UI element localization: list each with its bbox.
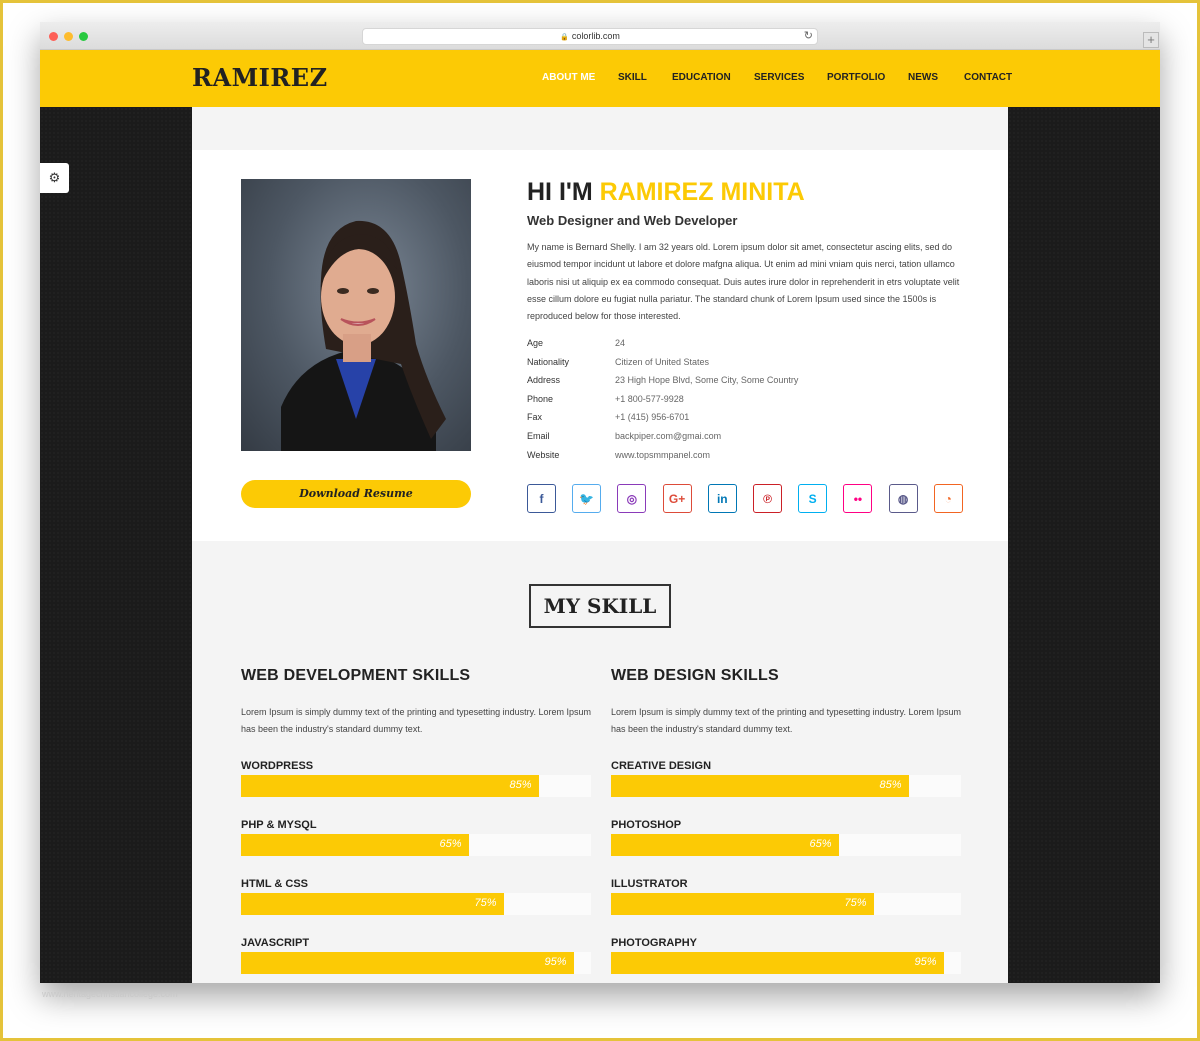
address-bar[interactable] <box>362 28 818 45</box>
pinterest-icon[interactable]: ℗ <box>753 484 782 513</box>
info-label: Website <box>527 449 560 460</box>
browser-window <box>40 22 1160 983</box>
download-resume-button[interactable]: Download Resume <box>241 480 471 508</box>
skill-bar-track <box>611 775 961 797</box>
profile-photo <box>241 179 471 451</box>
info-value: 24 <box>615 338 626 348</box>
skill-bar-fill <box>241 834 469 856</box>
info-row-age <box>527 336 967 355</box>
main-content <box>192 107 1008 983</box>
skill-bar-fill <box>241 775 539 797</box>
info-value: +1 (415) 956-6701 <box>615 412 690 423</box>
twitter-icon[interactable]: 🐦 <box>572 484 601 513</box>
info-value: www.topsmmpanel.com <box>615 449 711 460</box>
skill-percent: 65% <box>439 838 462 850</box>
info-label: Phone <box>527 393 554 404</box>
intro-heading <box>527 178 805 207</box>
skill-item <box>611 819 961 850</box>
facebook-icon[interactable]: f <box>527 484 556 513</box>
info-value: +1 800-577-9928 <box>615 393 684 404</box>
skill-bar-track <box>611 952 961 974</box>
skill-percent: 85% <box>509 779 532 791</box>
dev-skills-desc: Lorem Ipsum is simply dummy text of the printing and typesetting industry. Lorem Ipsum has been the industry's standard dummy text. <box>241 707 591 734</box>
dev-skills-column <box>241 667 591 968</box>
personal-info-list <box>527 336 967 466</box>
skill-bar-track <box>241 834 591 856</box>
skill-item <box>611 937 961 968</box>
skill-bar-track <box>241 952 591 974</box>
info-label: Address <box>527 375 561 386</box>
reload-icon[interactable]: ↻ <box>803 30 813 42</box>
info-row-address <box>527 373 967 392</box>
nav-about-me[interactable]: ABOUT ME <box>542 72 596 83</box>
info-row-phone <box>527 392 967 411</box>
nav-portfolio[interactable]: PORTFOLIO <box>827 72 886 83</box>
design-skills-title: WEB DESIGN SKILLS <box>611 667 779 684</box>
maximize-window-dot[interactable] <box>79 32 88 41</box>
google-plus-icon[interactable]: G+ <box>663 484 692 513</box>
info-row-email <box>527 429 967 448</box>
site-logo[interactable]: RAMIREZ <box>192 63 328 92</box>
skill-bar-fill <box>611 893 874 915</box>
watermark-text: www.heritagechristiancollege.com <box>42 989 178 999</box>
skill-item <box>241 760 591 791</box>
new-tab-button[interactable]: + <box>1143 32 1159 48</box>
bio-paragraph: My name is Bernard Shelly. I am 32 years old. Lorem ipsum dolor sit amet, consectetur ascing elits, sed do eiusmod tempor incidunt ut labore et dolore mafgna aliqua. Ut enim ad mini vniam quis nerci, tation ullamco laboris nisi ut aliquip ex ea commodo consequat. Duis autes irure dolor in reprehenderit in etrs voluptate velit esse cillum dolore eu fugiat nulla pariatur. The standard chunk of Lorem Ipsum used since the 1500s is reproduced below for those interested. <box>527 242 960 322</box>
role-subtitle: Web Designer and Web Developer <box>527 213 738 228</box>
skill-percent: 95% <box>914 956 937 968</box>
skill-bar-fill <box>611 952 944 974</box>
info-label: Age <box>527 338 544 348</box>
minimize-window-dot[interactable] <box>64 32 73 41</box>
about-section <box>192 150 1008 541</box>
url-text: colorlib.com <box>571 31 620 41</box>
skill-name: PHOTOSHOP <box>611 819 682 831</box>
skill-name: ILLUSTRATOR <box>611 878 688 890</box>
design-skills-desc: Lorem Ipsum is simply dummy text of the printing and typesetting industry. Lorem Ipsum has been the industry's standard dummy text. <box>611 707 961 734</box>
person-name: RAMIREZ MINITA <box>599 178 805 206</box>
info-label: Nationality <box>527 356 570 367</box>
nav-news[interactable]: NEWS <box>908 72 938 83</box>
info-label: Email <box>527 430 550 441</box>
skill-percent: 95% <box>544 956 567 968</box>
skill-name: CREATIVE DESIGN <box>611 760 712 772</box>
browser-toolbar <box>40 22 1160 50</box>
info-value: backpiper.com@gmai.com <box>615 430 722 441</box>
skill-name: PHOTOGRAPHY <box>611 937 697 949</box>
skill-bar-track <box>241 893 591 915</box>
skill-bar-track <box>611 834 961 856</box>
info-row-website <box>527 448 967 467</box>
rss-icon[interactable]: ◔ <box>934 484 963 513</box>
design-skills-column <box>611 667 961 968</box>
skill-name: JAVASCRIPT <box>241 937 310 949</box>
skill-section-title: MY SKILL <box>529 584 671 628</box>
skill-item <box>611 878 961 909</box>
dribbble-icon[interactable]: ◍ <box>889 484 918 513</box>
social-links <box>527 484 967 513</box>
info-value: 23 High Hope Blvd, Some City, Some Country <box>615 375 799 386</box>
close-window-dot[interactable] <box>49 32 58 41</box>
portrait-illustration <box>241 179 471 451</box>
instagram-icon[interactable]: ◎ <box>617 484 646 513</box>
flickr-icon[interactable]: •• <box>843 484 872 513</box>
skype-icon[interactable]: S <box>798 484 827 513</box>
linkedin-icon[interactable]: in <box>708 484 737 513</box>
skill-bar-fill <box>611 834 839 856</box>
left-background-panel <box>40 107 192 983</box>
info-row-nationality <box>527 355 967 374</box>
skill-percent: 65% <box>809 838 832 850</box>
settings-gear-icon[interactable]: ⚙ <box>40 163 69 193</box>
skill-bar-fill <box>611 775 909 797</box>
info-label: Fax <box>527 412 543 423</box>
skill-percent: 85% <box>879 779 902 791</box>
info-row-fax <box>527 410 967 429</box>
lock-icon: 🔒 <box>560 34 569 41</box>
skill-name: HTML & CSS <box>241 878 309 890</box>
dev-skills-title: WEB DEVELOPMENT SKILLS <box>241 667 471 684</box>
skill-bar-fill <box>241 952 574 974</box>
skill-name: PHP & MYSQL <box>241 819 317 831</box>
nav-education[interactable]: EDUCATION <box>672 72 731 83</box>
skill-bar-track <box>241 775 591 797</box>
skill-percent: 75% <box>844 897 867 909</box>
nav-services[interactable]: SERVICES <box>754 72 805 83</box>
nav-skill[interactable]: SKILL <box>618 72 647 83</box>
skill-item <box>611 760 961 791</box>
skill-item <box>241 878 591 909</box>
skill-item <box>241 937 591 968</box>
skill-percent: 75% <box>474 897 497 909</box>
skill-bar-fill <box>241 893 504 915</box>
skill-name: WORDPRESS <box>241 760 314 772</box>
nav-contact[interactable]: CONTACT <box>964 72 1013 83</box>
skill-item <box>241 819 591 850</box>
right-background-panel <box>1008 107 1160 983</box>
skill-bar-track <box>611 893 961 915</box>
info-value: Citizen of United States <box>615 356 710 367</box>
site-header <box>40 50 1160 107</box>
greeting-text: HI I'M <box>527 178 593 206</box>
